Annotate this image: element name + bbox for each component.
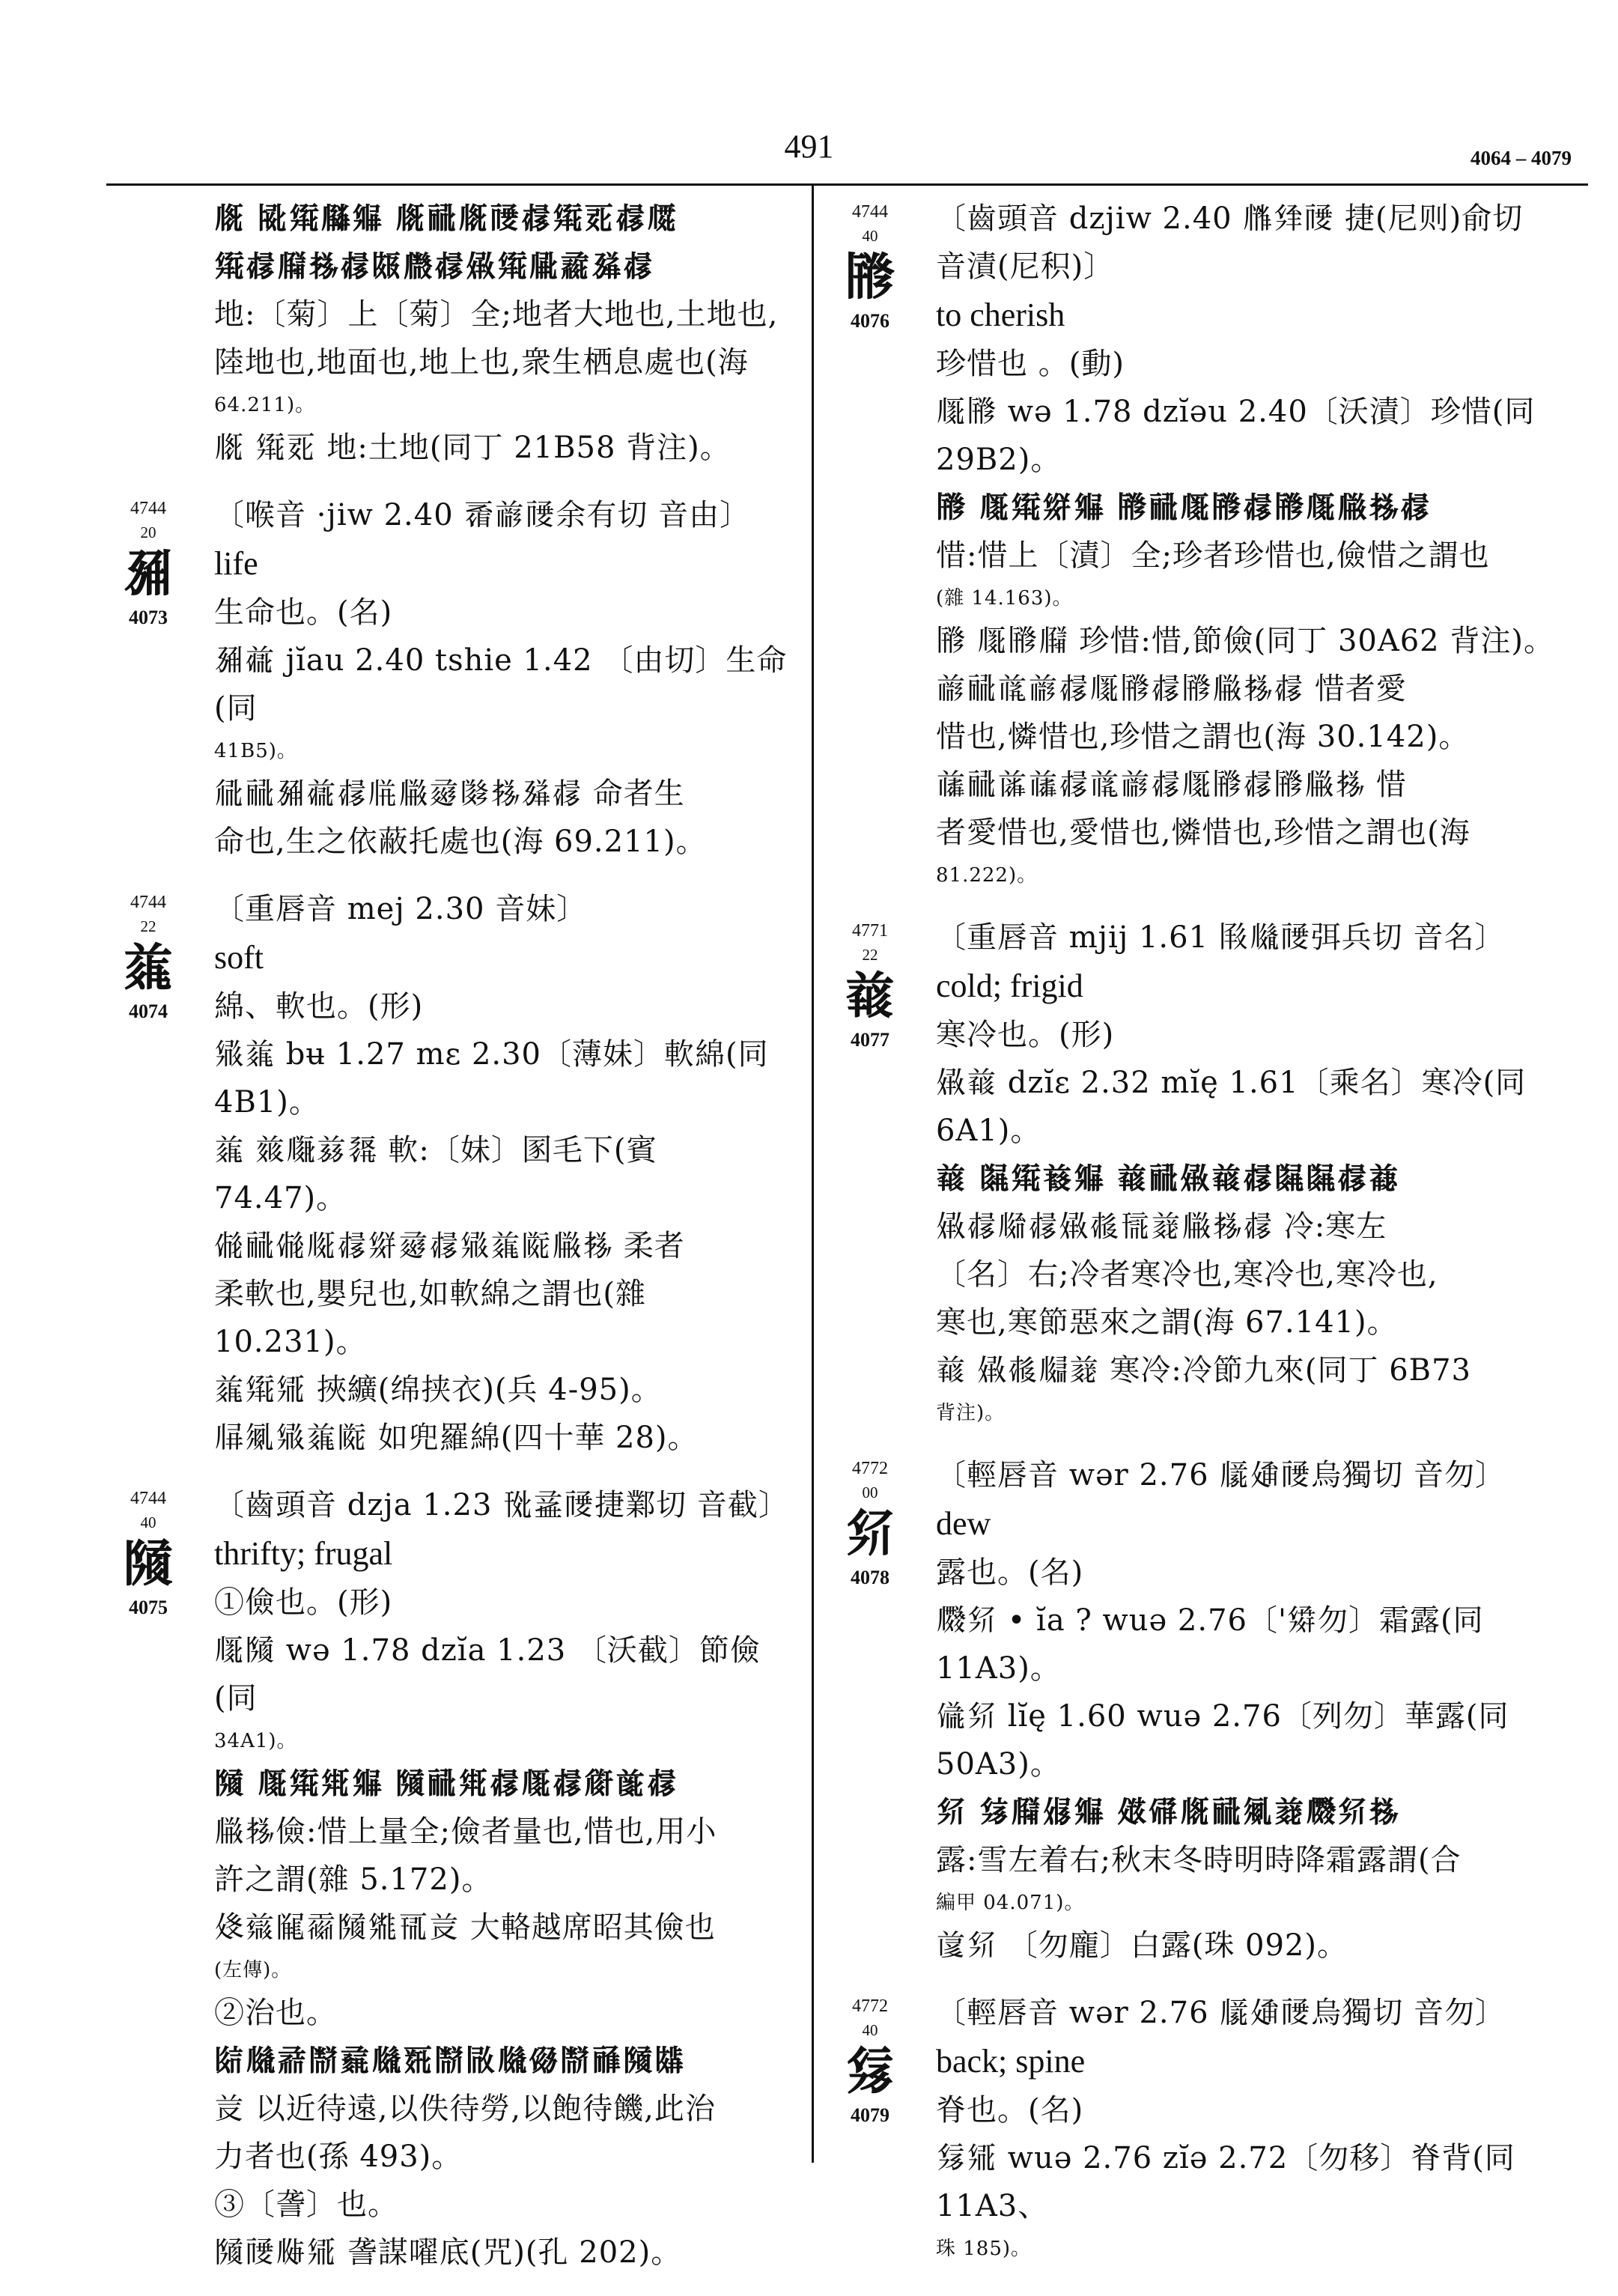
pronunciation-line: 〔齒頭音 dzja 1.23 𗌽𗇻𗎁捷鄴切 音截〕 bbox=[214, 1488, 789, 1522]
entry-subcode: 22 bbox=[862, 946, 878, 964]
entry-sidebar bbox=[825, 1993, 915, 2128]
headword-glyph: 𗂧 bbox=[122, 1534, 174, 1594]
entry-sidebar bbox=[103, 890, 193, 1024]
entry-subcode: 00 bbox=[862, 1483, 878, 1501]
entry-code: 4744 bbox=[130, 499, 166, 518]
text-line: 𗐫 以近待遠,以佚待勞,以飽待饑,此治 bbox=[214, 2092, 716, 2126]
definition-line: 生命也。(名) bbox=[214, 595, 393, 630]
text-line: 81.222)。 bbox=[936, 864, 1038, 887]
tangut-line: 𗂧 𗅲𗋕𗊦𗋅 𗂧𗟻𗊦𗎇𗅲𗎇𗏆𗑼𗎇 bbox=[214, 1767, 678, 1801]
pronunciation-line: 〔重唇音 mej 2.30 音妹〕 bbox=[214, 892, 588, 926]
entry-sidebar bbox=[103, 1486, 193, 1621]
entry-code: 4772 bbox=[852, 1996, 888, 2016]
text-line: 珠 185)。 bbox=[936, 2238, 1032, 2260]
entry-sidebar bbox=[825, 918, 915, 1053]
entry-subcode: 40 bbox=[862, 2021, 878, 2039]
entry-sidebar bbox=[825, 199, 915, 334]
entry-code: 4744 bbox=[130, 1489, 166, 1508]
headword-glyph: 𗉽 bbox=[844, 2042, 895, 2101]
text-line: (左傳)。 bbox=[214, 1959, 292, 1981]
left-column bbox=[109, 195, 798, 2296]
entry-subcode: 40 bbox=[862, 227, 878, 245]
text-line: 命也,生之依蔽托處也(海 69.211)。 bbox=[214, 824, 707, 859]
sense-line: ③〔詟〕也。 bbox=[214, 2187, 398, 2222]
text-line: 𗉤𗑫 jĭau 2.40 tshie 1.42 〔由切〕生命(同 bbox=[214, 643, 788, 726]
entry-number: 4079 bbox=[851, 2104, 889, 2126]
definition-line: 珍惜也 。(動) bbox=[936, 347, 1125, 381]
definition-line: 露也。(名) bbox=[936, 1555, 1084, 1590]
text-line: 露:雪左着右;秋末冬時明時降霜露謂(合 bbox=[936, 1843, 1462, 1877]
entry-code: 4771 bbox=[852, 921, 888, 941]
pronunciation-line: 〔喉音 ·jiw 2.40 𗀓𗑗𗎁余有切 音由〕 bbox=[214, 498, 751, 532]
entry-4078 bbox=[831, 1451, 1587, 1969]
entry-sidebar bbox=[825, 1456, 915, 1591]
entry-4073 bbox=[109, 491, 798, 866]
english-gloss: dew bbox=[936, 1505, 991, 1542]
text-line: 𗅲𗂧 wə 1.78 dzĭa 1.23 〔沃截〕節儉(同 bbox=[214, 1633, 761, 1716]
text-line: (雜 14.163)。 bbox=[936, 587, 1073, 610]
text-line: 許之謂(雜 5.172)。 bbox=[214, 1862, 493, 1897]
english-gloss: to cherish bbox=[936, 297, 1065, 333]
pronunciation-line: 〔重唇音 mjij 1.61 𗁠𗆭𗎁弭兵切 音名〕 bbox=[936, 920, 1506, 955]
page-number: 491 bbox=[784, 128, 834, 165]
text-line: 力者也(孫 493)。 bbox=[214, 2139, 463, 2174]
tangut-line: 𗅋 𗎫𗋕𗆪𗋅 𗅋𗟻𗅋𗎁𗎇𗋕𗀉𗎇𗆅 bbox=[214, 201, 678, 236]
headword-glyph: 𗉼 bbox=[844, 1504, 895, 1564]
text-line: 𗏣𗓆 dzĭɛ 2.32 mĭę 1.61〔乘名〕寒冷(同 6A1)。 bbox=[936, 1066, 1527, 1148]
pronunciation-line: 〔齒頭音 dzjiw 2.40 𗆏𗊔𗎁 捷(尼则)俞切 bbox=[936, 201, 1524, 236]
text-line: 𗓆 𗏣𗎉𗆝𗓉 寒冷:冷節九來(同丁 6B73 bbox=[936, 1353, 1471, 1388]
entry-4076 bbox=[831, 195, 1587, 894]
headword-glyph: 𗉤 bbox=[122, 544, 174, 604]
continuation-block bbox=[109, 195, 798, 472]
tangut-line: 𗁬𗆭𗇭𗂯𗈞𗆭𗀥𗂯𗁎𗆭𗃜𗂯𗟾𗂧𗂻 bbox=[214, 2044, 686, 2078]
text-line: 寒也,寒節惡來之謂(海 67.141)。 bbox=[936, 1305, 1398, 1340]
entry-code: 4744 bbox=[852, 202, 888, 222]
entry-number: 4077 bbox=[851, 1029, 889, 1051]
text-line: 𗆐𗈪儉:惜上量全;儉者量也,惜也,用小 bbox=[214, 1814, 717, 1849]
text-line: 惜也,憐惜也,珍惜之謂也(海 30.142)。 bbox=[936, 720, 1470, 754]
entry-subcode: 20 bbox=[140, 523, 156, 541]
entry-number: 4074 bbox=[129, 1000, 168, 1022]
text-line: 𗉽𗊸 wuə 2.76 zĭə 2.72〔勿移〕脊背(同 11A3、 bbox=[936, 2141, 1515, 2223]
entry-subcode: 22 bbox=[140, 917, 156, 935]
english-gloss: cold; frigid bbox=[936, 968, 1083, 1004]
text-line: 𗏣𗎇𗅴𗎇𗏣𗎉𗍅𗓉𗆐𗈪𗎇 冷:寒左 bbox=[936, 1209, 1387, 1244]
definition-line: 寒冷也。(形) bbox=[936, 1018, 1115, 1052]
entry-number: 4073 bbox=[129, 607, 168, 628]
text-line: 地:〔菊〕上〔菊〕全;地者大地也,土地也, bbox=[214, 297, 779, 332]
definition-line: 脊也。(名) bbox=[936, 2093, 1084, 2128]
entry-subcode: 40 bbox=[140, 1513, 156, 1531]
right-column bbox=[831, 195, 1587, 2287]
text-line: 背注)。 bbox=[936, 1402, 1006, 1424]
text-line: 𗒀𗋕𗊸 挾纊(绵挟衣)(兵 4-95)。 bbox=[214, 1373, 662, 1407]
tangut-line: 𗂨 𗅲𗋕𗋜𗋅 𗂨𗟻𗅲𗂨𗎇𗂨𗅲𗆐𗈪𗎇 bbox=[936, 491, 1432, 525]
text-line: 𗏀𗟻𗉤𗑫𗎇𗄼𗆐𗇫𗂆𗈪𗉧𗎇 命者生 bbox=[214, 777, 685, 811]
text-line: 𗒀 𗒁𗆳𗐬𗉁 軟:〔妹〕圂毛下(賓 74.47)。 bbox=[214, 1133, 657, 1215]
tangut-line: 𗋕𗎇𗆶𗈪𗎇𗂁𗆸𗎇𗏣𗋕𗅦𗈖𗉧𗎇 bbox=[214, 249, 654, 284]
entry-code: 4744 bbox=[130, 893, 166, 912]
tangut-line: 𗓆 𗂺𗋕𗓇𗋅 𗓆𗟻𗏣𗓆𗎇𗂺𗂺𗎇𗓈 bbox=[936, 1161, 1400, 1196]
english-gloss: back; spine bbox=[936, 2043, 1086, 2080]
entry-4079 bbox=[831, 1989, 1587, 2268]
text-line: 𗂧𗎁𗅊𗊸 詟謀嚁底(咒)(孔 202)。 bbox=[214, 2235, 682, 2270]
pronunciation-line: 音漬(尼积)〕 bbox=[936, 249, 1115, 284]
text-line: 𗂨 𗅲𗂨𗆶 珍惜:惜,節儉(同丁 30A62 背注)。 bbox=[936, 624, 1554, 658]
text-line: 柔軟也,嬰兒也,如軟綿之謂也(雜 10.231)。 bbox=[214, 1277, 647, 1359]
text-line: 𗃡𗟻𗃡𗅉𗎇𗋜𗇫𗎇𗋒𗒀𗂚𗆐𗈪 柔者 bbox=[214, 1229, 685, 1263]
text-line: 𗃴𗉼 lĭę 1.60 wuə 2.76〔列勿〕華露(同 50A3)。 bbox=[936, 1699, 1509, 1782]
english-gloss: thrifty; frugal bbox=[214, 1535, 393, 1572]
entry-number: 4078 bbox=[851, 1567, 889, 1588]
text-line: 𗐅𗓍𗂾𗍦𗂧𗋢𗀋𗐫 大輅越席昭其儉也 bbox=[214, 1910, 716, 1945]
text-line: 〔名〕右;冷者寒冷也,寒冷也,寒冷也, bbox=[936, 1257, 1438, 1292]
headword-glyph: 𗓆 bbox=[844, 967, 895, 1026]
entry-4074 bbox=[109, 885, 798, 1462]
english-gloss: soft bbox=[214, 939, 264, 976]
column-divider bbox=[812, 186, 814, 2163]
entry-sidebar bbox=[103, 496, 193, 631]
entry-number: 4075 bbox=[129, 1597, 168, 1618]
text-line: 者愛惜也,愛惜也,憐惜也,珍惜之謂也(海 bbox=[936, 816, 1471, 850]
entry-code: 4772 bbox=[852, 1459, 888, 1478]
text-line: 𗅋 𗋕𗀉 地:土地(同丁 21B58 背注)。 bbox=[214, 431, 731, 465]
text-line: 編甲 04.071)。 bbox=[936, 1892, 1085, 1914]
definition-line: ①儉也。(形) bbox=[214, 1585, 393, 1620]
definition-line: 綿、軟也。(形) bbox=[214, 989, 424, 1024]
text-line: 𗑛𗉼 〔勿龐〕白露(珠 092)。 bbox=[936, 1928, 1348, 1963]
text-line: 𗅁𗏇𗋒𗒀𗂚 如兜羅綿(四十華 28)。 bbox=[214, 1421, 699, 1455]
english-gloss: life bbox=[214, 545, 258, 582]
text-line: 𗅲𗂨 wə 1.78 dzĭəu 2.40〔沃漬〕珍惜(同 29B2)。 bbox=[936, 395, 1536, 477]
entry-4077 bbox=[831, 914, 1587, 1432]
pronunciation-line: 〔輕唇音 wər 2.76 𗅱𗐈𗎁烏獨切 音勿〕 bbox=[936, 1458, 1506, 1492]
text-line: 惜:惜上〔漬〕全;珍者珍惜也,儉惜之謂也 bbox=[936, 538, 1490, 573]
pronunciation-line: 〔輕唇音 wər 2.76 𗅱𗐈𗎁烏獨切 音勿〕 bbox=[936, 1996, 1506, 2030]
sense-line: ②治也。 bbox=[214, 1996, 337, 2030]
header-rule bbox=[106, 183, 1588, 186]
entry-4075 bbox=[109, 1481, 798, 2277]
entry-number: 4076 bbox=[851, 310, 889, 332]
text-line: 41B5)。 bbox=[214, 740, 297, 762]
text-line: 𗑙𗟻𗑚𗑙𗎇𗑘𗑗𗎇𗅲𗂨𗎇𗂨𗆐𗈪 惜 bbox=[936, 768, 1407, 802]
text-line: 陸地也,地面也,地上也,衆生栖息處也(海 bbox=[214, 345, 749, 380]
tangut-line: 𗉼 𗊁𗆶𗏊𗋅 𗐉𗃦𗅋𗟻𗏇𗓉𗇁𗉼𗈪 bbox=[936, 1795, 1400, 1829]
text-line: 34A1)。 bbox=[214, 1730, 297, 1752]
headword-glyph: 𗒀 bbox=[122, 938, 174, 997]
text-line: 𗋒𗒀 bʉ 1.27 mɛ 2.30〔薄妹〕軟綿(同 4B1)。 bbox=[214, 1037, 769, 1120]
text-line: 𗑗𗟻𗑘𗑗𗎇𗅲𗂨𗎇𗂨𗆐𗈪𗎇 惜者愛 bbox=[936, 672, 1407, 706]
headword-glyph: 𗂨 bbox=[844, 248, 895, 307]
entry-range: 4064 – 4079 bbox=[1471, 147, 1572, 169]
text-line: 64.211)。 bbox=[214, 394, 316, 416]
text-line: 𗇁𗉼 • ĭa ? wuə 2.76〔'𗋾勿〕霜露(同 11A3)。 bbox=[936, 1603, 1484, 1686]
